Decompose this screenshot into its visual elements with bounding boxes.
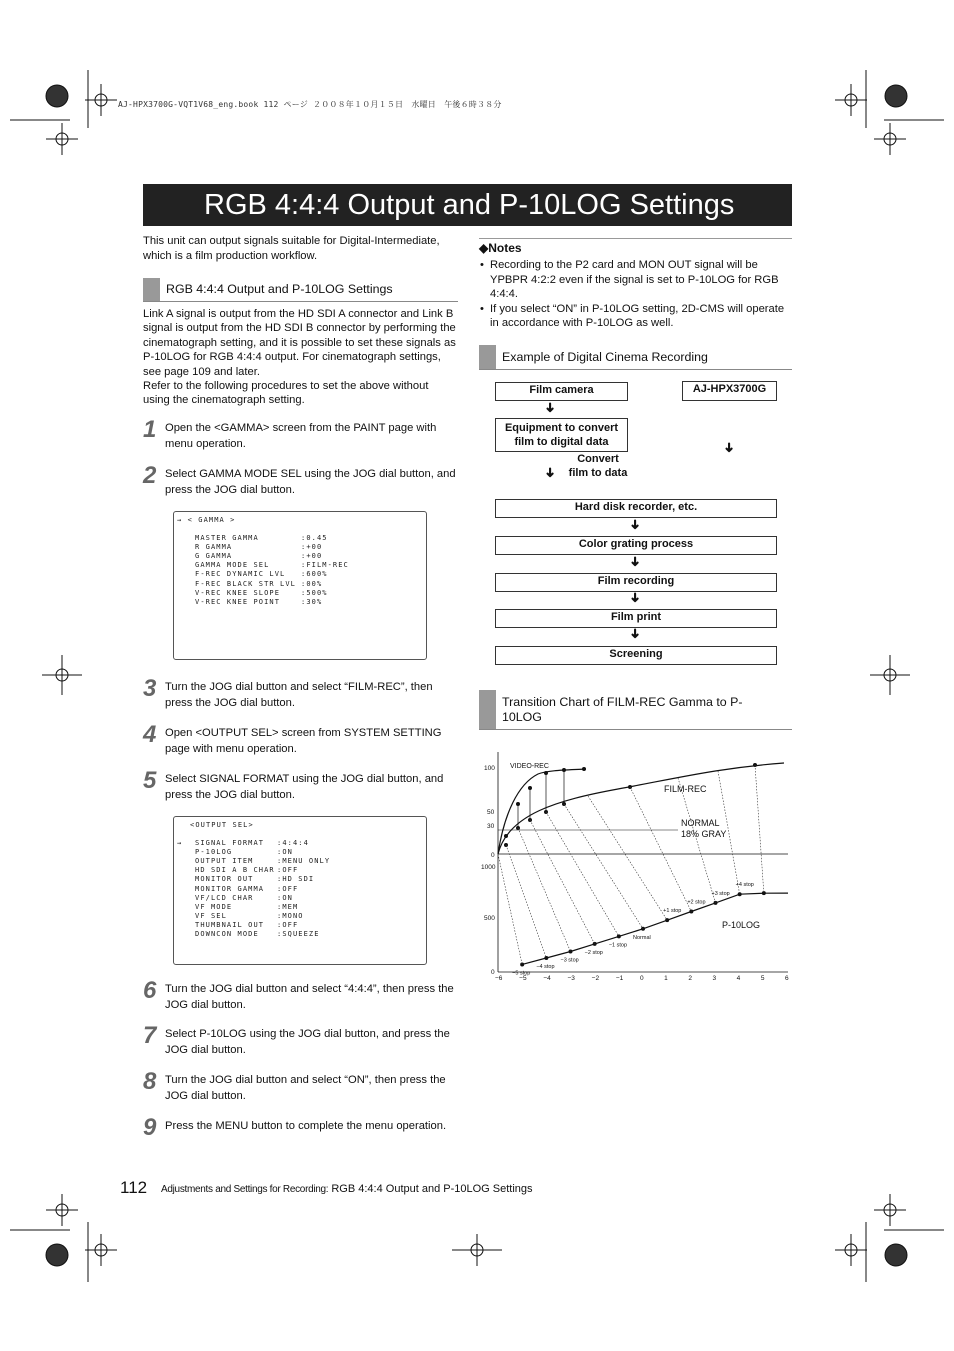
notes-list (479, 258, 792, 331)
y-tick-label: 500 (484, 915, 495, 922)
section-body (143, 307, 458, 408)
section-heading-transition (479, 690, 792, 730)
menu-row: OUTPUT ITEM :MENU ONLY (195, 857, 331, 866)
menu-row: DOWNCON MODE :SQUEEZE (195, 930, 320, 939)
gamma-menu-rows (177, 534, 426, 607)
step-text: Open <OUTPUT SEL> screen from SYSTEM SETTING page with menu operation. (165, 727, 442, 755)
x-tick-label: 2 (688, 975, 692, 982)
menu-row: P-10LOG :ON (195, 848, 293, 857)
section-tab-marker (143, 278, 160, 301)
footer-prefix: Adjustments and Settings for Recording: (161, 1184, 329, 1195)
step-2 (143, 462, 458, 498)
output-sel-menu-screen (173, 816, 427, 965)
x-tick-label: 5 (760, 975, 765, 982)
x-tick-label: −5 (519, 975, 527, 982)
mapping-line (506, 845, 546, 958)
menu-row: HD SDI A B CHAR :OFF (195, 866, 299, 875)
menu-row: GAMMA MODE SEL :FILM-REC (195, 561, 349, 570)
mapping-line (530, 820, 595, 944)
normal-gray-label: 18% GRAY (681, 829, 727, 839)
menu-row: R GAMMA :+00 (195, 543, 323, 552)
x-tick-label: −4 (543, 975, 551, 982)
y-tick-label: 50 (487, 809, 495, 816)
mapping-line (588, 796, 667, 920)
step-8 (143, 1068, 458, 1104)
page-title: RGB 4:4:4 Output and P-10LOG Settings (204, 189, 735, 221)
section-heading-text: Example of Digital Cinema Recording (502, 349, 708, 364)
flow-film-camera: Film camera (495, 382, 628, 401)
x-tick-label: 1 (664, 975, 668, 982)
stop-label: −1 stop (608, 942, 628, 949)
step-number: 7 (143, 1022, 157, 1049)
menu-row: G GAMMA :+00 (195, 552, 323, 561)
step-6 (143, 977, 458, 1013)
step-5 (143, 767, 458, 803)
section-body-p2: Refer to the following procedures to set the above without using the cinematograph setting. (143, 380, 429, 407)
flow-grading: Color grating process (495, 536, 777, 555)
section-heading-cinema (479, 345, 792, 370)
stop-label: +3 stop (711, 890, 730, 897)
x-tick-label: 3 (712, 975, 717, 982)
mapping-line (498, 854, 522, 964)
step-text: Turn the JOG dial button and select “ON”, then press the JOG dial button. (165, 1074, 446, 1102)
step-number: 2 (143, 462, 157, 489)
step-text: Select SIGNAL FORMAT using the JOG dial button, and press the JOG dial button. (165, 773, 444, 801)
step-number: 6 (143, 977, 157, 1004)
flow-film-print: Film print (495, 609, 777, 628)
p10log-point (544, 956, 548, 960)
step-number: 4 (143, 721, 157, 748)
note-item: • If you select “ON” in P-10LOG setting, 2D-CMS will operate in accordance with P-10LOG as well. (479, 302, 792, 331)
note-item: • Recording to the P2 card and MON OUT signal will be YPBPR 4:2:2 even if the signal is set to P-10LOG for RGB 4:4:4. (479, 258, 792, 302)
step-9 (143, 1114, 458, 1141)
mapping-line (564, 804, 643, 929)
x-tick-label: −2 (591, 975, 600, 982)
video-rec-label: VIDEO-REC (510, 763, 549, 770)
stop-label: +2 stop (687, 899, 706, 906)
menu-row: MONITOR GAMMA :OFF (195, 884, 299, 893)
section-heading-text: Transition Chart of FILM-REC Gamma to P-10LOG (502, 695, 743, 724)
stop-label: −5 stop (512, 970, 531, 977)
print-header: AJ-HPX3700G-VQT1V68_eng.book 112 ページ ２００８年１０月１５日 水曜日 午後６時３８分 (118, 100, 502, 109)
x-tick-label: −6 (495, 975, 503, 982)
arrow-down-icon: ➜ (627, 519, 643, 530)
normal-gray-label: NORMAL (681, 818, 720, 828)
output-menu-rows (195, 839, 330, 939)
step-text: Press the MENU button to complete the menu operation. (165, 1120, 447, 1132)
step-number: 9 (143, 1114, 157, 1141)
step-number: 1 (143, 416, 157, 443)
notes-title: ◆Notes (479, 238, 792, 255)
footer-suffix: RGB 4:4:4 Output and P-10LOG Settings (331, 1183, 533, 1195)
section-heading-text: RGB 4:4:4 Output and P-10LOG Settings (166, 282, 393, 297)
film-rec-p10log-chart (478, 744, 792, 984)
menu-row: MASTER GAMMA :0.45 (195, 534, 328, 543)
mapping-line (678, 778, 716, 903)
step-text: Turn the JOG dial button and select “FILM-REC”, then press the JOG dial button. (165, 681, 433, 709)
menu-cursor: → (177, 839, 183, 848)
flow-screening: Screening (495, 646, 777, 665)
x-tick-label: −3 (567, 975, 575, 982)
step-text: Turn the JOG dial button and select “4:4:4”, then press the JOG dial button. (165, 983, 454, 1011)
menu-row: F-REC BLACK STR LVL :00% (195, 579, 323, 588)
arrow-down-icon: ➜ (627, 628, 643, 639)
step-text: Select P-10LOG using the JOG dial button, and press the JOG dial button. (165, 1028, 450, 1056)
arrow-down-icon: ➜ (542, 402, 558, 413)
menu-row: VF SEL :MONO (195, 911, 304, 920)
arrow-down-icon: ➜ (721, 442, 737, 453)
mapping-line (546, 812, 619, 936)
p10log-point (569, 949, 573, 953)
flow-hdd: Hard disk recorder, etc. (495, 499, 777, 518)
p10log-label: P-10LOG (722, 920, 761, 930)
x-tick-label: 6 (785, 975, 789, 982)
step-3 (143, 675, 458, 711)
menu-title: < GAMMA > (187, 516, 236, 524)
mapping-line (755, 765, 764, 893)
flow-equipment: Equipment to convert film to digital data (495, 418, 628, 452)
p10log-point (665, 918, 669, 922)
y-tick-label: 30 (487, 823, 495, 830)
film-rec-label: FILM-REC (664, 784, 707, 794)
stop-label: −4 stop (536, 963, 555, 970)
step-number: 8 (143, 1068, 157, 1095)
arrow-down-icon: ➜ (627, 592, 643, 603)
x-tick-label: −1 (615, 975, 624, 982)
menu-row: VF MODE :MEM (195, 902, 299, 911)
gamma-menu-screen (173, 511, 427, 660)
page-number: 112 (120, 1178, 148, 1197)
arrow-down-icon: ➜ (542, 467, 558, 478)
menu-row: V-REC KNEE SLOPE :500% (195, 588, 328, 597)
y-tick-label: 0 (491, 852, 495, 859)
section-heading-rgb (143, 278, 458, 302)
stop-label: −2 stop (584, 949, 603, 956)
menu-row: VF/LCD CHAR :ON (195, 893, 293, 902)
menu-row: F-REC DYNAMIC LVL :600% (195, 570, 328, 579)
section-tab-marker (479, 345, 496, 369)
y-tick-label: 0 (491, 969, 495, 976)
section-tab-marker (479, 690, 496, 729)
step-text: Select GAMMA MODE SEL using the JOG dial button, and press the JOG dial button. (165, 468, 456, 496)
step-4 (143, 721, 458, 757)
flow-film-recording: Film recording (495, 573, 777, 592)
x-tick-label: 0 (640, 975, 644, 982)
step-number: 3 (143, 675, 157, 702)
menu-cursor: → (177, 516, 183, 524)
stop-label: −3 stop (560, 957, 579, 964)
stop-label: +1 stop (663, 908, 682, 915)
flow-aj-hpx3700g: AJ-HPX3700G (682, 381, 777, 401)
menu-title: <OUTPUT SEL> (190, 821, 254, 829)
title-bar (143, 184, 792, 226)
menu-row: SIGNAL FORMAT :4:4:4 (195, 839, 309, 848)
menu-row: MONITOR OUT :HD SDI (195, 875, 315, 884)
mapping-line (518, 828, 571, 951)
step-text: Open the <GAMMA> screen from the PAINT page with menu operation. (165, 422, 437, 450)
stop-label: +4 stop (735, 882, 754, 889)
intro-text: This unit can output signals suitable for Digital-Intermediate, which is a film production workflow. (143, 235, 440, 262)
x-tick-label: 4 (736, 975, 741, 982)
menu-row: V-REC KNEE POINT :30% (195, 597, 323, 606)
p10log-point (593, 942, 597, 946)
step-1 (143, 416, 458, 452)
mapping-line (630, 787, 691, 915)
menu-row: THUMBNAIL OUT :OFF (195, 920, 299, 929)
y-tick-label: 100 (484, 765, 495, 772)
section-body-p1: Link A signal is output from the HD SDI A connector and Link B signal is output from the HD SDI B connector by performing the cinematograph setting, and it is possible to set these signals as P-10LOG for RGB 4:4:4 output. For cinematograph settings, see page 109 and later. (143, 308, 456, 378)
step-number: 5 (143, 767, 157, 794)
p10log-point (689, 910, 693, 914)
flow-convert: Convert film to data (568, 453, 628, 479)
step-7 (143, 1022, 458, 1058)
arrow-down-icon: ➜ (627, 556, 643, 567)
y-tick-label: 1000 (481, 864, 496, 871)
footer-text (161, 1183, 533, 1195)
stop-label: Normal (633, 934, 651, 941)
